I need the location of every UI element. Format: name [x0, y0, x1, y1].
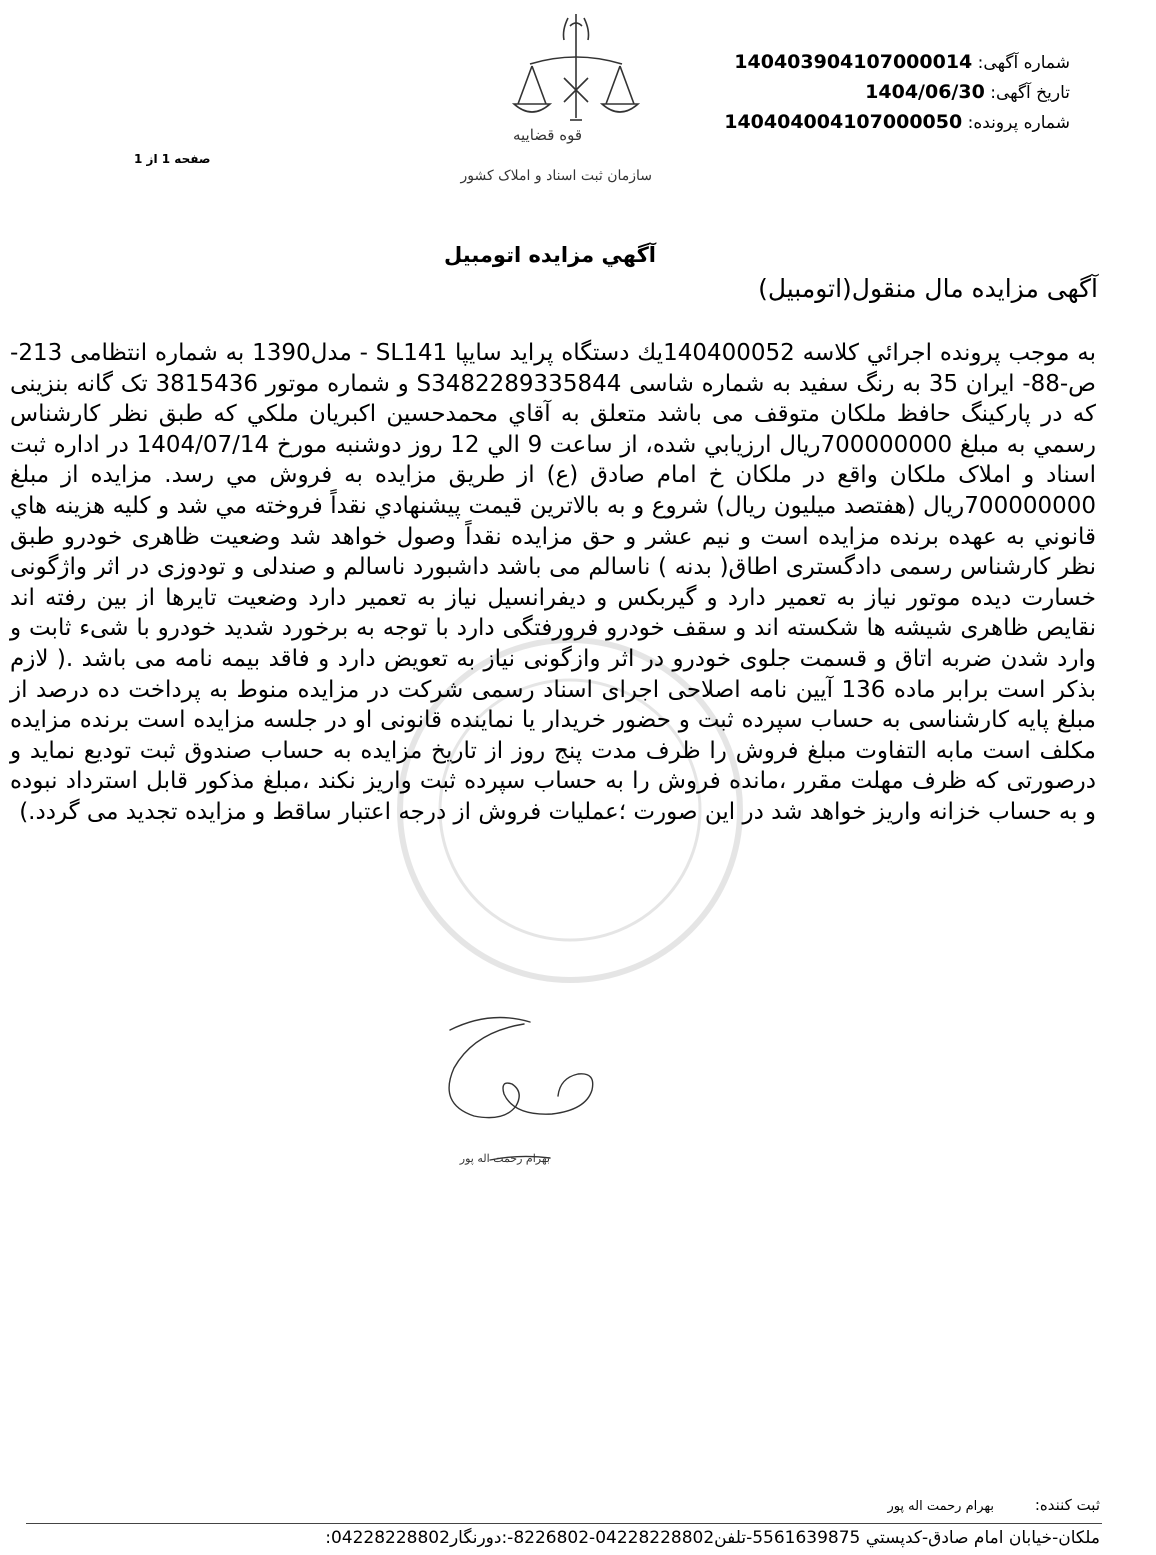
registrar-name: بهرام رحمت اله پور — [887, 1499, 995, 1514]
ad-date-row — [724, 78, 1070, 108]
registrar — [887, 1496, 1100, 1514]
footer-divider — [26, 1523, 1102, 1524]
file-number: 140404004107000050 — [724, 111, 963, 133]
signature-image — [430, 1010, 630, 1180]
file-number-label: شماره پرونده: — [967, 113, 1070, 133]
document-title: آگهي مزايده اتومبيل — [444, 243, 656, 267]
ad-meta — [724, 48, 1070, 138]
signature-name: بهرام رحمت اله پور — [459, 1152, 550, 1165]
file-number-row — [724, 108, 1070, 138]
logo-text-judiciary: قوه قضاییه — [512, 126, 582, 144]
notice-body: به موجب پرونده اجرائي کلاسه 140400052يك دستگاه پراید سایپا SL141 - مدل1390 به شماره انتظامی 213-ص-88- ایران 35 به رنگ سفید به شماره شاسی S3482289335844 و شماره موتور 3815436 تک گانه بنزینی که در پارکینگ حافظ ملکان متوقف می باشد متعلق به آقاي محمدحسین اکبريان ملكي که طبق نظر کارشناس رسمي به مبلغ 700000000ريال ارزيابي شده، از ساعت 9 الي 12 روز دوشنبه مورخ 1404/07/14 در اداره ثبت اسناد و املاک ملکان واقع در ملکان خ امام صادق (ع) از طريق مزايده به فروش مي رسد. مزايده از مبلغ 700000000ريال (هفتصد میلیون ريال) شروع و به بالاترين قيمت پيشنهادي نقداً فروخته مي شد و کليه هزينه هاي قانوني به عهده برنده مزايده است و نيم عشر و حق مزايده نقداً وصول خواهد شد وضعیت ظاهری خودرو طبق نظر کارشناس رسمی دادگستری اطاق( بدنه ) ناسالم می باشد داشبورد ناسالم و صندلی و تودوزی در اثر واژگونی خسارت دیده موتور نیاز به تعمیر دارد و گیربکس و دیفرانسیل نیاز به تعمیر دارد وضعیت تایرها از بین رفته اند نقایص ظاهری شیشه ها شکسته اند و سقف خودرو فرورفتگی دارد با توجه به برخورد شدید خودرو با شیء ثابت و وارد شدن ضربه اتاق و قسمت جلوی خودرو در اثر وازگونی نیاز به تعویض دارد و فاقد بیمه نامه می باشد .( لازم بذکر است برابر ماده 136 آیین نامه اصلاحی اجرای اسناد رسمی شرکت در مزایده منوط به پرداخت ده درصد از مبلغ پایه کارشناسی به حساب سپرده ثبت و حضور خریدار یا نماینده قانونی او در جلسه مزایده است برنده مزایده مکلف است مابه التفاوت مبلغ فروش را ظرف مدت پنج روز از تاریخ مزایده به حساب صندوق ثبت تودیع نماید و درصورتی که ظرف مهلت مقرر ،مانده فروش را به حساب سپرده ثبت واریز نکند ،مبلغ مذکور قابل استرداد نبوده و به حساب خزانه واریز خواهد شد در این صورت ؛عملیات فروش از درجه اعتبار ساقط و مزایده تجدید می گردد.) — [10, 340, 1096, 825]
ad-number-label: شماره آگهی: — [977, 53, 1070, 73]
ad-date: 1404/06/30 — [865, 81, 985, 103]
logo-text-org: سازمان ثبت اسناد و املاک کشور — [460, 168, 652, 184]
registrar-label: ثبت کننده: — [1034, 1496, 1100, 1514]
document-subtitle: آگهی مزایده مال منقول(اتومبیل) — [758, 274, 1098, 303]
page-number: صفحه 1 از 1 — [134, 152, 211, 166]
ad-number: 140403904107000014 — [734, 51, 973, 73]
footer-address: ملکان-خیابان امام صادق-کدپستي 5561639875-تلفن04228228802-8226802-:دورنگار04228228802: — [325, 1528, 1100, 1548]
judiciary-emblem-logo — [460, 8, 666, 198]
ad-number-row — [724, 48, 1070, 78]
ad-date-label: تاریخ آگهی: — [990, 83, 1070, 103]
